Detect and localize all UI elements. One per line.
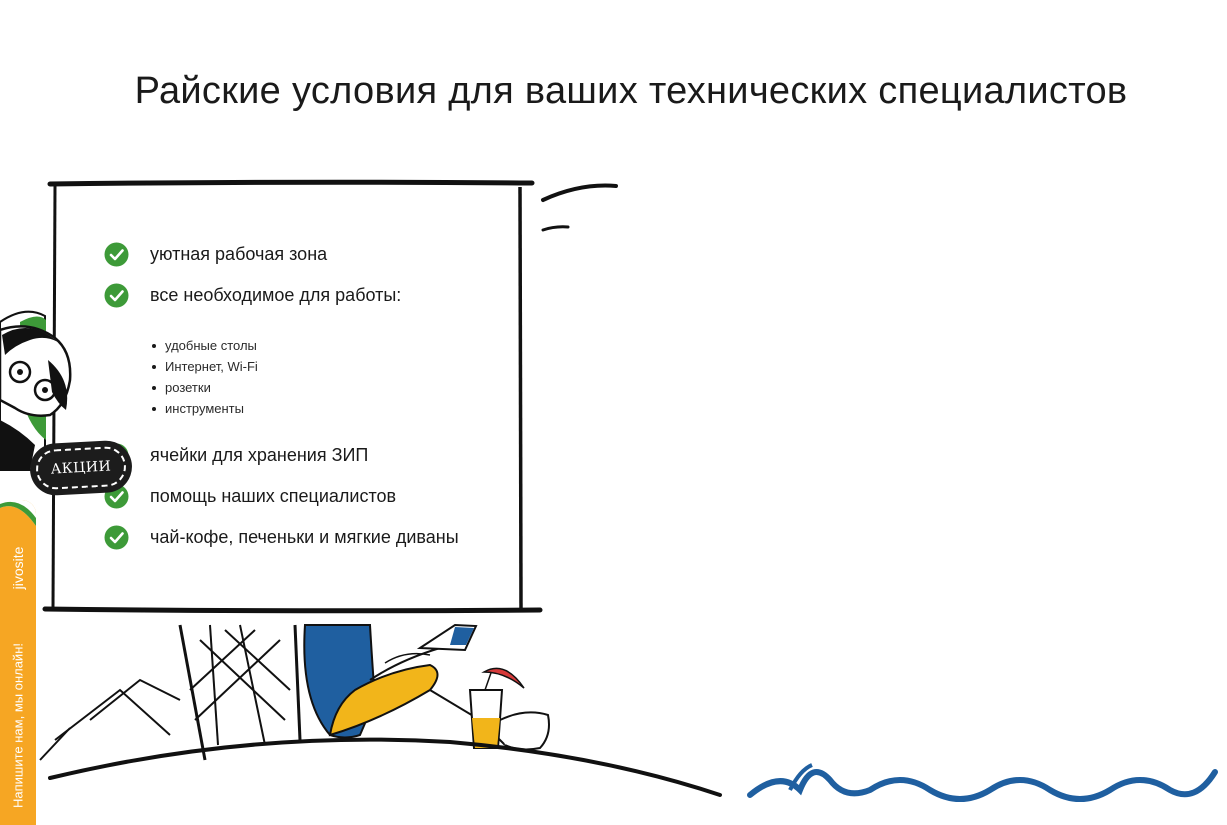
sub-feature-list xyxy=(150,335,258,419)
feature-label: помощь наших специалистов xyxy=(150,485,397,506)
feature-item xyxy=(104,524,459,550)
feature-item xyxy=(104,241,327,267)
check-circle-icon xyxy=(104,283,129,308)
chat-text: Напишите нам, мы онлайн! xyxy=(10,643,26,809)
page-title: Райские условия для ваших технических специалистов xyxy=(134,70,1128,112)
feature-label: уютная рабочая зона xyxy=(150,243,328,264)
sub-feature-item: инструменты xyxy=(150,398,258,419)
sub-feature-item: удобные столы xyxy=(150,335,258,356)
feature-label: чай-кофе, печеньки и мягкие диваны xyxy=(150,526,459,547)
chat-widget-button[interactable] xyxy=(0,500,36,825)
feature-label: ячейки для хранения ЗИП xyxy=(150,444,369,465)
feature-item xyxy=(104,442,368,468)
feature-item xyxy=(104,282,401,308)
sub-feature-item: Интернет, Wi-Fi xyxy=(150,356,258,377)
feature-item xyxy=(104,483,396,509)
promo-label: АКЦИИ xyxy=(50,458,112,478)
leaf-icon xyxy=(0,500,36,526)
check-circle-icon xyxy=(104,525,129,550)
sub-feature-item: розетки xyxy=(150,377,258,398)
features-board xyxy=(52,185,522,610)
feature-label: все необходимое для работы: xyxy=(150,284,402,305)
check-circle-icon xyxy=(104,242,129,267)
chat-brand: jivosite xyxy=(10,546,26,590)
promo-button[interactable] xyxy=(29,439,134,496)
